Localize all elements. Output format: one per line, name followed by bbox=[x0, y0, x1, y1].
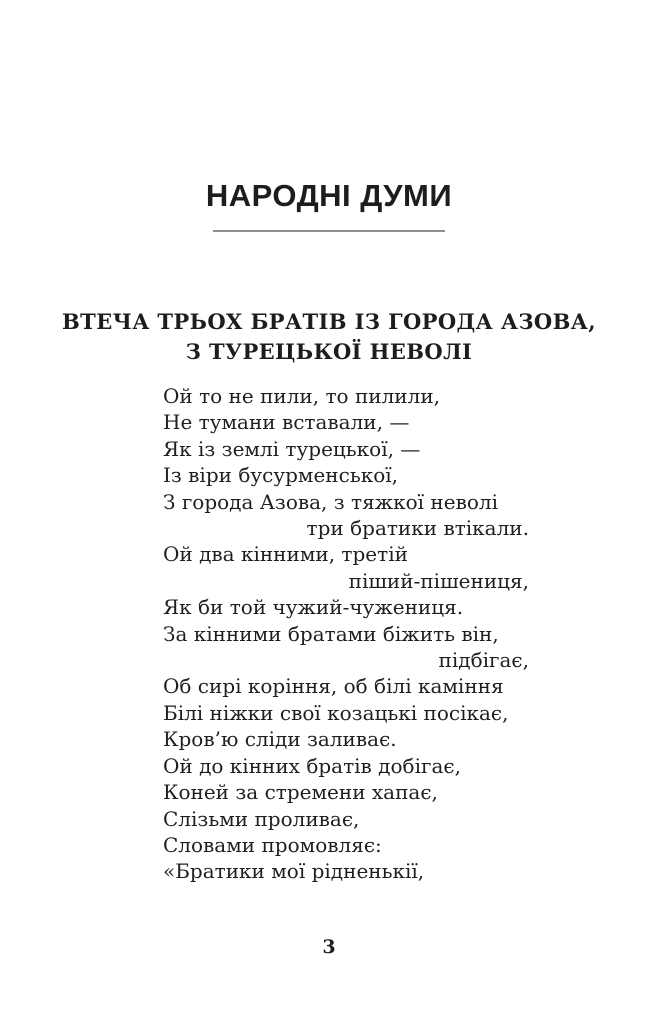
chapter-title-block bbox=[0, 179, 658, 232]
poem-line: Як би той чужий-чужениця. bbox=[163, 595, 464, 620]
poem-body bbox=[163, 383, 529, 885]
poem-line-continuation: підбігає, bbox=[438, 648, 529, 673]
poem-line: Білі ніжки свої козацькі посікає, bbox=[163, 700, 509, 725]
poem-line: Ой до кінних братів добігає, bbox=[163, 753, 461, 778]
poem-line: Ой то не пили, то пилили, bbox=[163, 384, 441, 408]
poem-line: З города Азова, з тяжкої неволі bbox=[163, 489, 498, 514]
poem-line-continuation: піший-пішениця, bbox=[348, 568, 529, 593]
poem-line: Ой два кінними, третій bbox=[163, 542, 408, 567]
poem-line: Словами промовляє: bbox=[163, 832, 382, 857]
poem-line: За кінними братами біжить він, bbox=[163, 621, 499, 646]
poem-line: Об сирі коріння, об білі каміння bbox=[163, 674, 504, 699]
page-number: 3 bbox=[322, 936, 336, 958]
poem-line: «Братики мої рідненькії, bbox=[163, 859, 425, 884]
title-divider-rule bbox=[213, 230, 445, 232]
poem-line: Як із землі турецької, — bbox=[163, 436, 421, 461]
poem-line: Слізьми проливає, bbox=[163, 806, 360, 831]
poem-line-continuation: три братики втікали. bbox=[306, 516, 529, 541]
poem-heading-line-1: ВТЕЧА ТРЬОХ БРАТІВ ІЗ ГОРОДА АЗОВА, bbox=[62, 309, 596, 334]
poem-line: Кров’ю сліди заливає. bbox=[163, 727, 397, 752]
chapter-title: НАРОДНІ ДУМИ bbox=[205, 178, 453, 213]
poem-heading bbox=[0, 307, 658, 367]
poem-line: Не тумани вставали, — bbox=[163, 410, 410, 435]
poem-heading-line-2: З ТУРЕЦЬКОЇ НЕВОЛІ bbox=[185, 339, 473, 364]
poem-line: Коней за стремени хапає, bbox=[163, 780, 438, 805]
poem-line: Із віри бусурменської, bbox=[163, 463, 398, 488]
